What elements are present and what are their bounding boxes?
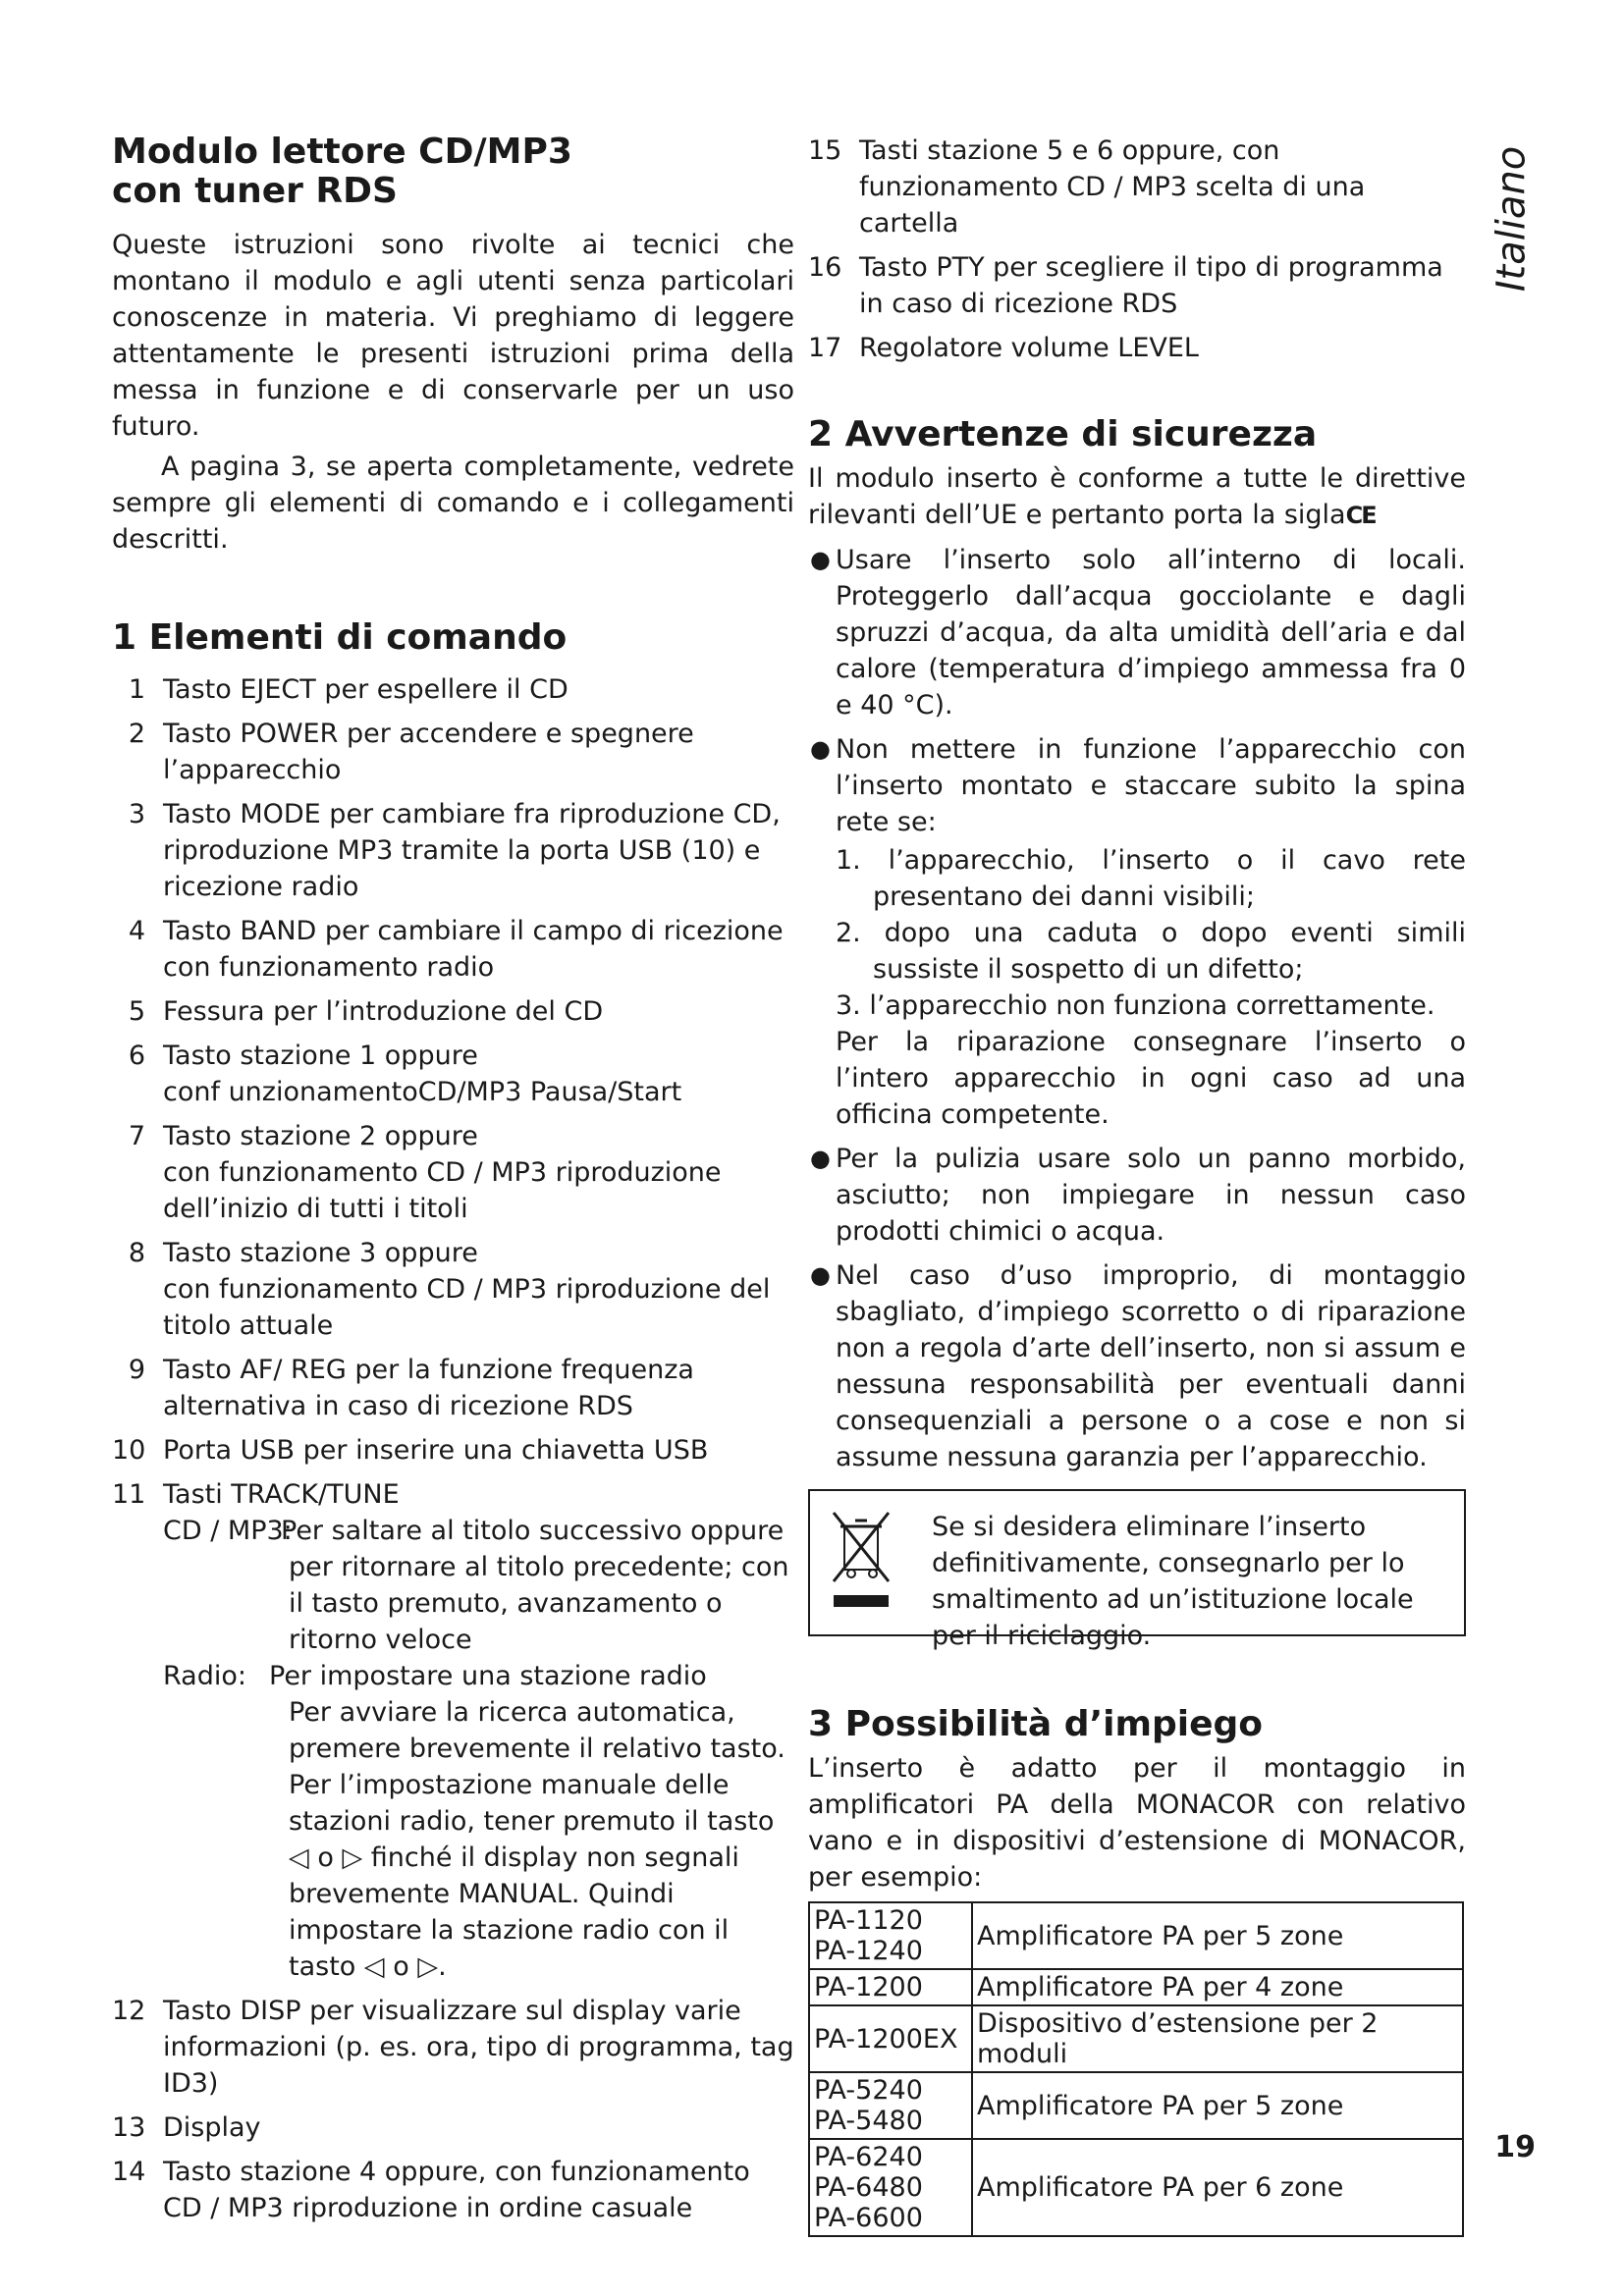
list-item — [112, 2109, 794, 2146]
controls-list-continued — [112, 1993, 794, 2226]
item-text: Tasto EJECT per espellere il CD — [163, 674, 568, 705]
document-title — [112, 133, 794, 211]
model-name: PA-1200EX — [814, 2023, 958, 2055]
radio-text-2: Per avviare la ricerca automatica, premere brevemente il relativo tasto. — [289, 1697, 785, 1764]
item-number: 5 — [128, 996, 145, 1027]
list-item — [808, 542, 1466, 723]
list-item — [112, 1118, 794, 1227]
model-cell — [809, 2139, 972, 2236]
list-item — [112, 2154, 794, 2226]
list-item — [808, 133, 1466, 241]
table-row — [809, 2005, 1463, 2072]
bullet-text: Per la pulizia usare solo un panno morbido, asciutto; non impiegare in nessun caso prodotti chimici o acqua. — [836, 1144, 1466, 1247]
list-item — [112, 1352, 794, 1424]
radio-text-3: Per l’impostazione manuale delle stazioni radio, tener premuto il tasto ◁ o ▷ finché il display non segnali brevemente MANUAL. Quindi impostare la stazione radio con il tasto ◁ o ▷. — [289, 1770, 775, 1982]
list-item — [808, 1141, 1466, 1250]
controls-list-right — [808, 133, 1466, 366]
cd-mp3-block — [163, 1513, 794, 1658]
list-item — [112, 716, 794, 788]
item-number: 10 — [112, 1435, 146, 1466]
bullet-icon: ● — [810, 546, 831, 573]
section-3-heading: 3 Possibilità d’impiego — [808, 1704, 1264, 1744]
item-text: Tasto BAND per cambiare il campo di ricezione con funzionamento radio — [163, 916, 784, 983]
bullet-text: Nel caso d’uso improprio, di montaggio sbagliato, d’impiego scorretto o di riparazione non a regola d’arte dell’inserto, non si assum e nessuna responsabilità per eventuali danni consequenziali a persone o a cose e non si assume nessuna garanzia per l’apparecchio. — [836, 1260, 1466, 1472]
item-text: Tasti stazione 5 e 6 oppure, con funzionamento CD / MP3 scelta di una cartella — [859, 135, 1366, 239]
item-text: Tasto stazione 1 oppure — [163, 1041, 478, 1071]
model-cell — [809, 2005, 972, 2072]
item-text: Fessura per l’introduzione del CD — [163, 996, 604, 1027]
item-text: Tasto stazione 2 oppure — [163, 1121, 478, 1151]
item-number: 7 — [128, 1121, 145, 1151]
item-number: 16 — [808, 252, 842, 283]
condition-2: 2. dopo una caduta o dopo eventi simili sussiste il sospetto di un difetto; — [836, 918, 1466, 985]
list-item — [808, 1257, 1466, 1475]
item-text-2: con funzionamento CD / MP3 riproduzione dell’inizio di tutti i titoli — [163, 1157, 722, 1224]
section-2-heading: 2 Avvertenze di sicurezza — [808, 414, 1318, 454]
item-number: 6 — [128, 1041, 145, 1071]
item-number: 17 — [808, 333, 842, 363]
condition-3: 3. l’apparecchio non funziona correttamente. — [836, 990, 1435, 1021]
models-table — [808, 1901, 1464, 2237]
model-name: PA-1240 — [814, 1936, 923, 1966]
list-item — [112, 1432, 794, 1468]
list-item — [112, 1993, 794, 2102]
item-text-2: conf unzionamentoCD/MP3 Pausa/Start — [163, 1077, 682, 1107]
bullet-icon: ● — [810, 1145, 831, 1172]
title-line-2: con tuner RDS — [112, 171, 398, 211]
bullet-icon: ● — [810, 1261, 831, 1289]
model-cell — [809, 2072, 972, 2139]
model-cell — [809, 1902, 972, 1969]
right-column — [808, 133, 1466, 2237]
item-text: Regolatore volume LEVEL — [859, 333, 1199, 363]
item-text: Tasto stazione 3 oppure — [163, 1238, 478, 1268]
repair-note: Per la riparazione consegnare l’inserto o l’intero apparecchio in ogni caso ad una officina competente. — [836, 1027, 1466, 1130]
model-name: PA-5240 — [814, 2075, 923, 2106]
item-number: 1 — [128, 674, 145, 705]
crossed-bin-icon — [828, 1505, 896, 1613]
model-name: PA-6600 — [814, 2203, 923, 2233]
list-item — [808, 249, 1466, 322]
description-cell: Amplificatore PA per 5 zone — [972, 1902, 1463, 1969]
description-cell: Amplificatore PA per 5 zone — [972, 2072, 1463, 2139]
language-tab — [1488, 137, 1546, 304]
item-text: Tasto MODE per cambiare fra riproduzione CD, riproduzione MP3 tramite la porta USB (10) e ricezione radio — [163, 799, 781, 902]
item-number: 15 — [808, 135, 842, 166]
list-item — [808, 330, 1466, 366]
intro-paragraph-2: A pagina 3, se aperta completamente, vedrete sempre gli elementi di comando e i collegamenti descritti. — [112, 452, 794, 555]
item-text: Porta USB per inserire una chiavetta USB — [163, 1435, 709, 1466]
section-1-heading: 1 Elementi di comando — [112, 617, 568, 658]
item-number: 2 — [128, 719, 145, 749]
item-text: Tasto POWER per accendere e spegnere l’apparecchio — [163, 719, 694, 785]
page-number: 19 — [1494, 2130, 1536, 2164]
bullet-text: Usare l’inserto solo all’interno di locali. Proteggerlo dall’acqua gocciolante e dagli spruzzi d’acqua, da alta umidità dell’aria e dal calore (temperatura d’impiego ammessa fra 0 e 40 °C). — [836, 545, 1466, 721]
table-row — [809, 1902, 1463, 1969]
bullet-text: Non mettere in funzione l’apparecchio con l’inserto montato e staccare subito la spina rete se: — [836, 734, 1466, 837]
item-number: 13 — [112, 2112, 146, 2143]
bullet-icon: ● — [810, 735, 831, 763]
model-name: PA-6240 — [814, 2142, 923, 2172]
item-text: Tasto DISP per visualizzare sul display varie informazioni (p. es. ora, tipo di programma, tag ID3) — [163, 1996, 794, 2099]
list-item — [112, 1038, 794, 1110]
safety-list — [808, 542, 1466, 1475]
model-name: PA-6480 — [814, 2172, 923, 2203]
disposal-notice — [808, 1489, 1466, 1651]
list-item — [112, 913, 794, 986]
description-cell: Amplificatore PA per 4 zone — [972, 1969, 1463, 2005]
list-item — [112, 671, 794, 708]
usage-intro: L’inserto è adatto per il montaggio in amplificatori PA della MONACOR con relativo vano e in dispositivi d’estensione di MONACOR, per esempio: — [808, 1753, 1466, 1893]
item-text: Tasti TRACK/TUNE — [163, 1479, 400, 1510]
item-text-2: con funzionamento CD / MP3 riproduzione del titolo attuale — [163, 1274, 771, 1341]
item-number: 11 — [112, 1479, 146, 1510]
item-number: 9 — [128, 1355, 145, 1385]
item-text: Tasto stazione 4 oppure, con funzionamento CD / MP3 riproduzione in ordine casuale — [163, 2157, 750, 2223]
model-cell — [809, 1969, 972, 2005]
item-number: 8 — [128, 1238, 145, 1268]
model-name: PA-5480 — [814, 2106, 923, 2136]
description-cell: Amplificatore PA per 6 zone — [972, 2139, 1463, 2236]
table-row — [809, 2072, 1463, 2139]
cd-mp3-label: CD / MP3: — [163, 1516, 293, 1546]
list-item — [112, 993, 794, 1030]
disposal-text: Se si desidera eliminare l’inserto definitivamente, consegnarlo per lo smaltimento ad un’istituzione locale per il riciclaggio. — [932, 1512, 1414, 1651]
table-row — [809, 2139, 1463, 2236]
radio-block — [163, 1658, 794, 1985]
item-text: Tasto PTY per scegliere il tipo di programma in caso di ricezione RDS — [859, 252, 1443, 319]
item-text: Tasto AF/ REG per la funzione frequenza alternativa in caso di ricezione RDS — [163, 1355, 694, 1421]
title-line-1: Modulo lettore CD/MP3 — [112, 132, 572, 172]
controls-list — [112, 671, 794, 1513]
language-label: Italiano — [1489, 145, 1535, 293]
left-column — [112, 133, 794, 2234]
item-number: 12 — [112, 1996, 146, 2026]
item-11-detail — [112, 1513, 794, 1985]
item-number: 3 — [128, 799, 145, 829]
list-item — [808, 731, 1466, 1133]
item-number: 4 — [128, 916, 145, 946]
item-number: 14 — [112, 2157, 146, 2187]
model-name: PA-1120 — [814, 1905, 923, 1936]
ce-mark: CE — [1345, 502, 1376, 529]
safety-intro-text: Il modulo inserto è conforme a tutte le direttive rilevanti dell’UE e pertanto porta la sigla — [808, 463, 1466, 530]
intro-paragraph: Queste istruzioni sono rivolte ai tecnici che montano il modulo e agli utenti senza particolari conoscenze in materia. Vi preghiamo di leggere attentamente le presenti istruzioni prima della messa in funzione e di conservarle per un uso futuro. — [112, 230, 794, 442]
list-item — [112, 1235, 794, 1344]
table-row — [809, 1969, 1463, 2005]
description-cell: Dispositivo d’estensione per 2 moduli — [972, 2005, 1463, 2072]
model-name: PA-1200 — [814, 1972, 923, 2002]
radio-text-1: Per impostare una stazione radio — [269, 1661, 707, 1691]
item-text: Display — [163, 2112, 261, 2143]
cd-mp3-text: Per saltare al titolo successivo oppure per ritornare al titolo precedente; con il tasto premuto, avanzamento o ritorno veloce — [281, 1516, 789, 1655]
condition-1: 1. l’apparecchio, l’inserto o il cavo rete presentano dei danni visibili; — [836, 845, 1466, 912]
radio-label: Radio: — [163, 1661, 246, 1691]
list-item — [112, 796, 794, 905]
safety-intro — [808, 460, 1466, 534]
list-item — [112, 1476, 794, 1513]
